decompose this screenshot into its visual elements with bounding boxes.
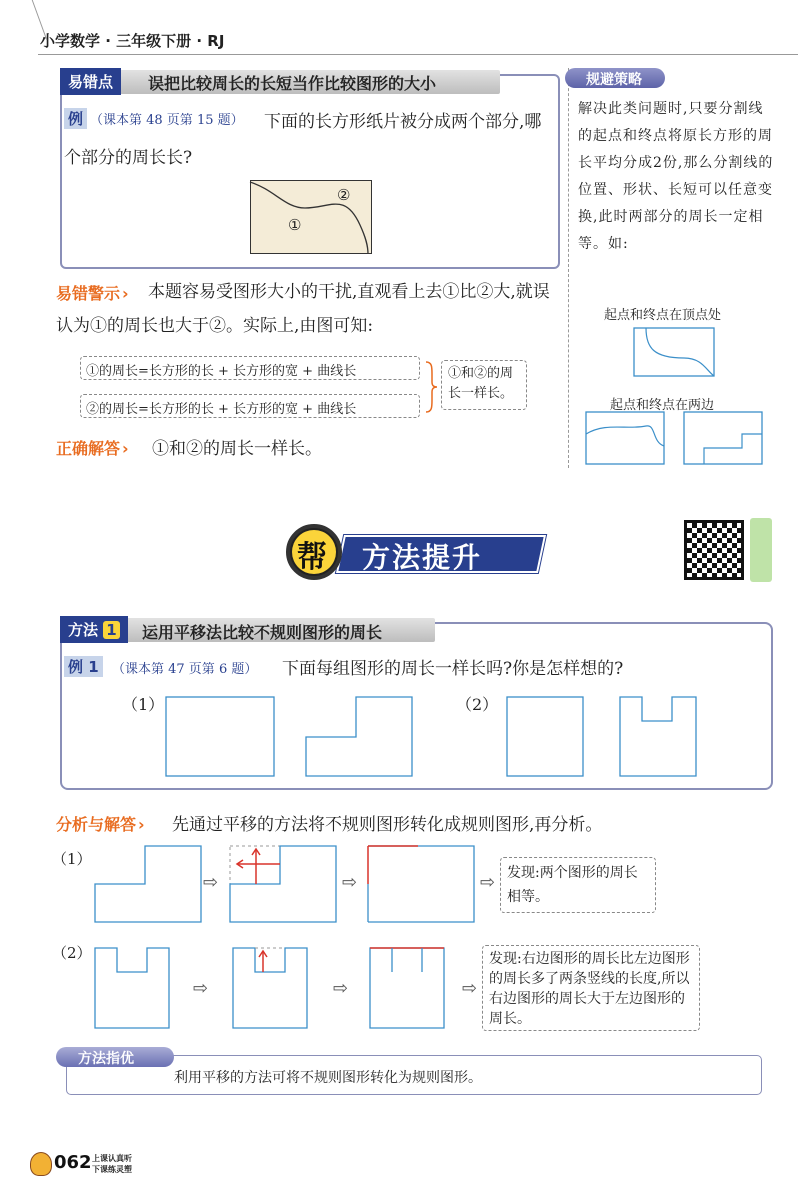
strategy-shape-2 <box>586 412 664 464</box>
error-point-title: 误把比较周长的长短当作比较图形的大小 <box>148 74 437 93</box>
row2-shape-translate <box>233 948 307 1028</box>
page-number: 062 <box>54 1152 92 1173</box>
header-rule <box>38 54 798 55</box>
row1-shape-step <box>95 846 201 922</box>
method-question: 下面每组图形的周长一样长吗?你是怎样想的? <box>282 659 624 679</box>
example-source: （课本第 48 页第 15 题） <box>90 113 244 128</box>
method-badge <box>60 616 128 643</box>
row1-arrow-1: ⇨ <box>203 872 219 893</box>
row1-shape-translate <box>230 846 336 922</box>
row2-arrow-3: ⇨ <box>462 978 478 999</box>
formula-conclusion: ①和②的周长一样长。 <box>441 360 527 410</box>
method-shape-square <box>507 697 583 776</box>
brace <box>424 362 438 412</box>
tip-text: 利用平移的方法可将不规则图形转化为规则图形。 <box>174 1070 482 1086</box>
formula-2: ②的周长=长方形的长 + 长方形的宽 + 曲线长 <box>80 394 420 418</box>
mascot-icon <box>30 1152 52 1176</box>
method-shape-step <box>306 697 412 776</box>
paper-label-1: ① <box>288 216 302 234</box>
example-tag: 例 <box>64 108 87 129</box>
row2-shape-notched <box>95 948 169 1028</box>
sidebar-divider <box>568 68 569 468</box>
error-point-badge: 易错点 <box>60 68 121 95</box>
strategy-caption-1: 起点和终点在顶点处 <box>604 308 722 323</box>
row2-arrow-2: ⇨ <box>333 978 349 999</box>
banner-char: 帮 <box>297 540 327 575</box>
formula-1: ①的周长=长方形的长 + 长方形的宽 + 曲线长 <box>80 356 420 380</box>
footer-slogan-1: 上课认真听 <box>92 1154 132 1163</box>
tip-tag-label: 方法指优 <box>78 1051 134 1067</box>
answer-text: ①和②的周长一样长。 <box>152 439 322 459</box>
example-question: 下面的长方形纸片被分成两个部分,哪个部分的周长长? <box>64 112 542 168</box>
warning-label: 易错警示 › <box>56 281 129 304</box>
method-group-1: （1） <box>122 695 165 714</box>
method-badge-num: 1 <box>103 621 119 639</box>
row2-arrow-1: ⇨ <box>193 978 209 999</box>
corner-decoration <box>0 0 47 40</box>
row2-shape-result <box>370 948 444 1028</box>
finding-2: 发现:右边图形的周长比左边图形的周长多了两条竖线的长度,所以右边图形的周长大于左边图形的周长。 <box>482 945 700 1031</box>
analysis-row-1: （1） <box>52 850 92 868</box>
row1-shape-result <box>368 846 474 922</box>
method-group-2: （2） <box>456 695 499 714</box>
analysis-row-2: （2） <box>52 944 92 962</box>
qr-code-icon <box>684 520 744 580</box>
method-title: 运用平移法比较不规则图形的周长 <box>142 623 383 642</box>
analysis-label: 分析与解答 › <box>56 812 145 835</box>
strategy-text: 解决此类问题时,只要分割线的起点和终点将原长方形的周长平均分成2份,那么分割线的位置、形状、长短可以任意变换,此时两部分的周长一定相等。如: <box>578 101 774 252</box>
answer-label: 正确解答 › <box>56 436 129 459</box>
method-shape-rect <box>166 697 274 776</box>
method-badge-label: 方法 <box>68 621 99 639</box>
row1-arrow-3: ⇨ <box>480 872 496 893</box>
method-example-tag: 例 1 <box>64 656 103 677</box>
analysis-text: 先通过平移的方法将不规则图形转化成规则图形,再分析。 <box>172 815 603 835</box>
paper-label-2: ② <box>337 186 351 204</box>
strategy-shape-1 <box>634 328 714 376</box>
finding-1: 发现:两个图形的周长相等。 <box>500 857 656 913</box>
banner-title: 方法提升 <box>362 541 483 574</box>
qr-side-tab <box>750 518 772 582</box>
footer-slogan-2: 下课练灵塑 <box>92 1165 132 1174</box>
method-shape-notched <box>620 697 696 776</box>
strategy-caption-2: 起点和终点在两边 <box>610 398 715 413</box>
warning-text: 本题容易受图形大小的干扰,直观看上去①比②大,就误认为①的周长也大于②。实际上,由图可知: <box>56 282 550 336</box>
strategy-shape-3 <box>684 412 762 464</box>
method-source: （课本第 47 页第 6 题） <box>112 662 258 677</box>
strategy-tag-label: 规避策略 <box>586 72 642 88</box>
row1-arrow-2: ⇨ <box>342 872 358 893</box>
header-breadcrumb: 小学数学 · 三年级下册 · RJ <box>40 32 225 50</box>
paper-divider-curve <box>250 180 372 254</box>
